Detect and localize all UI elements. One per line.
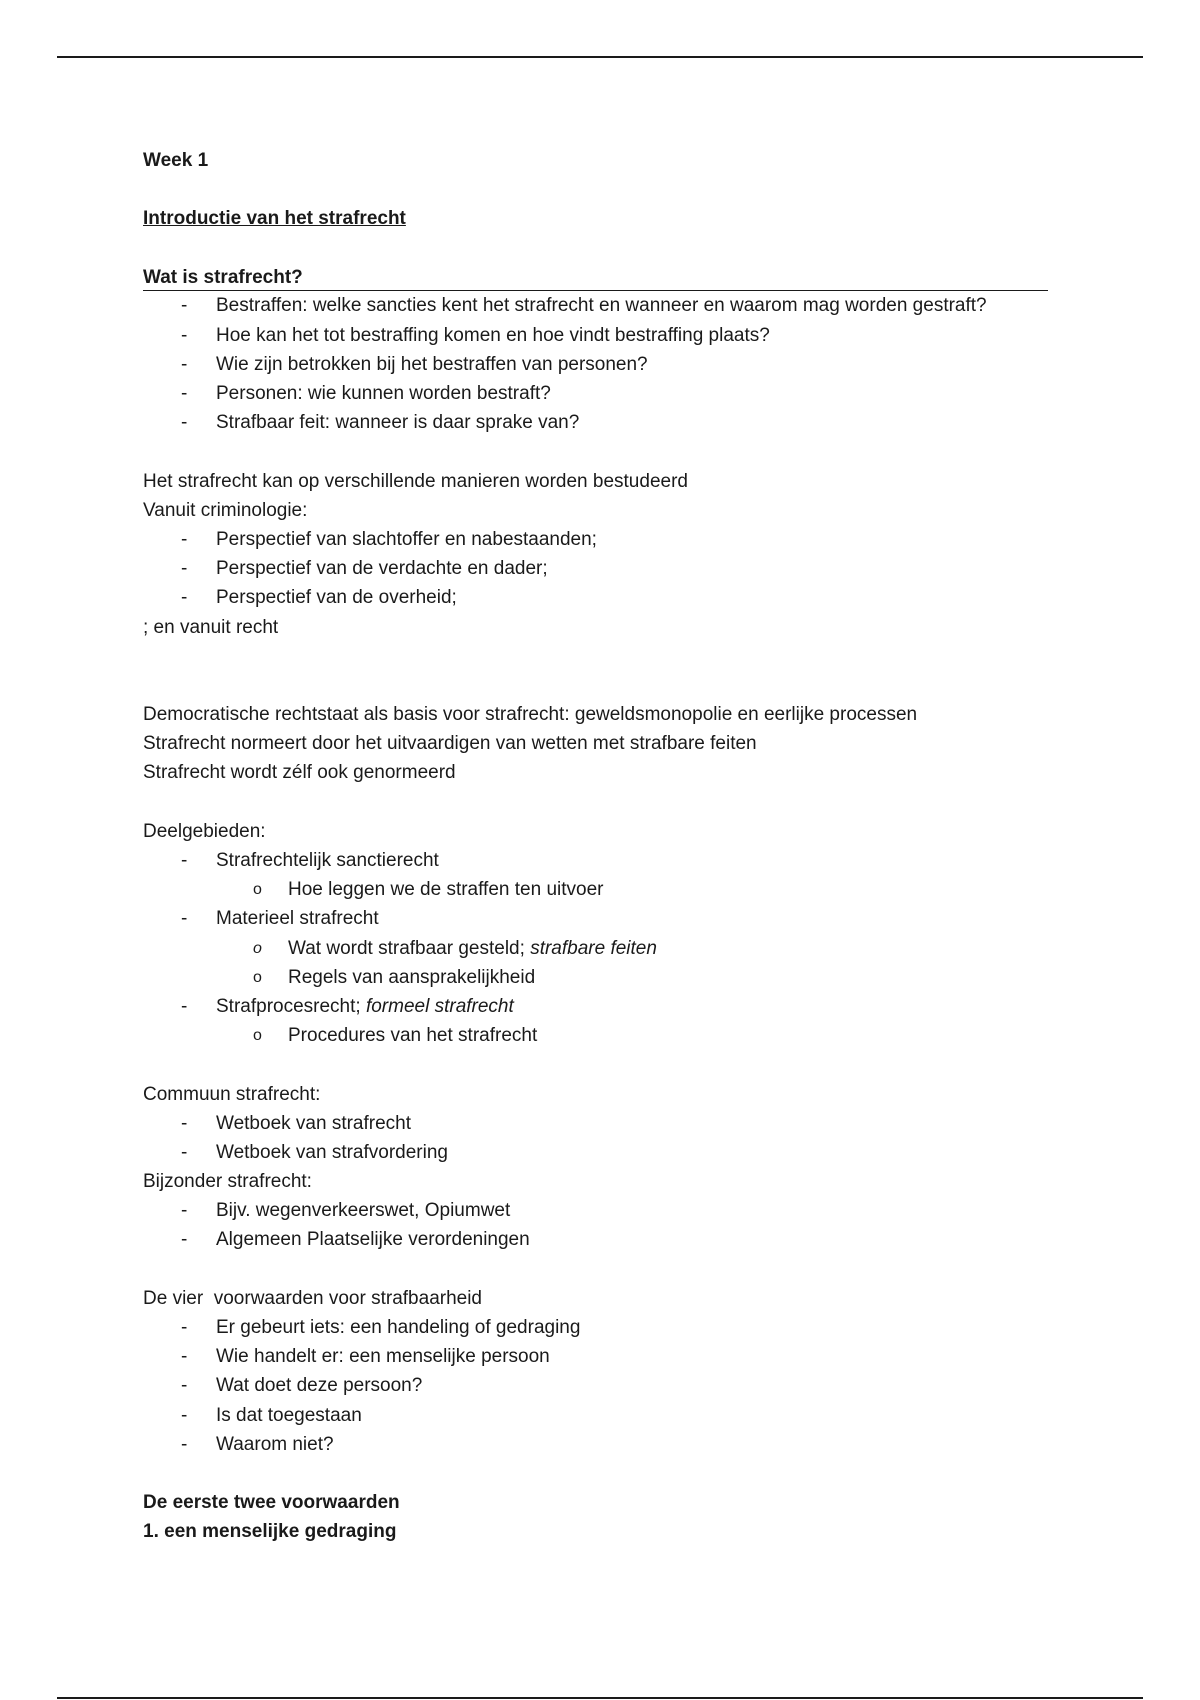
list-item-text: Perspectief van de overheid;: [216, 587, 457, 609]
list-item: [143, 321, 1063, 350]
list-item-text: Wat doet deze persoon?: [216, 1375, 423, 1397]
list-item-text: Wetboek van strafvordering: [216, 1141, 448, 1163]
week-label: Week 1: [143, 150, 209, 171]
circle-bullet-icon: o: [253, 881, 262, 899]
list-item-text: Wat wordt strafbaar gesteld;: [288, 937, 531, 959]
section-heading-commuun: Commuun strafrecht:: [143, 1083, 321, 1105]
dash-bullet-icon: -: [181, 995, 188, 1017]
list-item: [143, 846, 1063, 875]
list-item-emphasis: strafbare feiten: [530, 937, 657, 959]
spacer: [143, 437, 1063, 466]
list-item: [143, 904, 1063, 933]
dash-bullet-icon: -: [181, 1375, 188, 1397]
circle-bullet-icon: o: [253, 968, 262, 986]
paragraph-line: Strafrecht normeert door het uitvaardigen van wetten met strafbare feiten: [143, 733, 757, 755]
list-item-text: Perspectief van de verdachte en dader;: [216, 558, 548, 580]
section4-list: [143, 992, 1063, 1021]
dash-bullet-icon: -: [181, 558, 188, 580]
top-rule: [57, 56, 1143, 58]
list-item: [143, 1371, 1063, 1400]
section6-list: [143, 1313, 1063, 1459]
list-item-text: Wetboek van strafrecht: [216, 1112, 412, 1134]
dash-bullet-icon: -: [181, 908, 188, 930]
list-item: [143, 408, 1063, 437]
bottom-rule: [57, 1697, 1143, 1699]
sub-list-item: [143, 1021, 1063, 1050]
list-item: [143, 379, 1063, 408]
document-body: [143, 146, 1063, 1547]
dash-bullet-icon: -: [181, 353, 188, 375]
spacer: [143, 1459, 1063, 1488]
section5-list2: [143, 1196, 1063, 1254]
circle-bullet-icon: o: [253, 939, 262, 957]
list-item-text: Strafbaar feit: wanneer is daar sprake van?: [216, 412, 580, 434]
section-subheading: 1. een menselijke gedraging: [143, 1521, 397, 1543]
dash-bullet-icon: -: [181, 1229, 188, 1251]
list-item: [143, 1109, 1063, 1138]
list-item: [143, 1401, 1063, 1430]
dash-bullet-icon: -: [181, 1346, 188, 1368]
list-item: [143, 1138, 1063, 1167]
list-item-text: Procedures van het strafrecht: [288, 1025, 538, 1047]
section2-list: [143, 525, 1063, 613]
dash-bullet-icon: -: [181, 528, 188, 550]
sub-list-item: [143, 934, 1063, 963]
list-item: [143, 583, 1063, 612]
spacer: [143, 175, 1063, 204]
list-item-text: Regels van aansprakelijkheid: [288, 966, 536, 988]
list-item-text: Er gebeurt iets: een handeling of gedraging: [216, 1317, 581, 1339]
list-item-emphasis: formeel strafrecht: [365, 995, 514, 1017]
list-item-text: Is dat toegestaan: [216, 1404, 362, 1426]
section4-sublist: [143, 934, 1063, 992]
section4-list: [143, 904, 1063, 933]
list-item-text: Waarom niet?: [216, 1433, 334, 1455]
dash-bullet-icon: -: [181, 412, 188, 434]
list-item-text: Materieel strafrecht: [216, 908, 379, 930]
list-item-text: Perspectief van slachtoffer en nabestaanden;: [216, 528, 597, 550]
dash-bullet-icon: -: [181, 324, 188, 346]
paragraph-line: Strafrecht wordt zélf ook genormeerd: [143, 762, 456, 784]
list-item: [143, 1196, 1063, 1225]
dash-bullet-icon: -: [181, 587, 188, 609]
circle-bullet-icon: o: [253, 1027, 262, 1045]
dash-bullet-icon: -: [181, 1141, 188, 1163]
list-item: [143, 1225, 1063, 1254]
section-heading-eerste-twee: De eerste twee voorwaarden: [143, 1492, 400, 1514]
list-item-text: Wie handelt er: een menselijke persoon: [216, 1346, 550, 1368]
paragraph-subhead: Vanuit criminologie:: [143, 499, 308, 521]
section5-list: [143, 1109, 1063, 1167]
section-heading-voorwaarden: De vier voorwaarden voor strafbaarheid: [143, 1287, 483, 1309]
paragraph-intro: Het strafrecht kan op verschillende manieren worden bestudeerd: [143, 470, 688, 492]
paragraph-closing: ; en vanuit recht: [143, 616, 279, 638]
paragraph-line: Democratische rechtstaat als basis voor strafrecht: geweldsmonopolie en eerlijke processen: [143, 704, 918, 726]
list-item-text: Strafprocesrecht;: [216, 995, 366, 1017]
list-item-text: Hoe kan het tot bestraffing komen en hoe vindt bestraffing plaats?: [216, 324, 770, 346]
list-item-text: Hoe leggen we de straffen ten uitvoer: [288, 879, 604, 901]
dash-bullet-icon: -: [181, 295, 188, 317]
list-item-text: Personen: wie kunnen worden bestraft?: [216, 383, 551, 404]
list-item-text: Strafrechtelijk sanctierecht: [216, 850, 439, 872]
list-item-text: Wie zijn betrokken bij het bestraffen van personen?: [216, 353, 648, 375]
spacer: [143, 642, 1063, 700]
dash-bullet-icon: -: [181, 1112, 188, 1134]
document-title: Introductie van het strafrecht: [143, 208, 406, 230]
list-item: [143, 350, 1063, 379]
sub-list-item: [143, 875, 1063, 904]
dash-bullet-icon: -: [181, 1317, 188, 1339]
list-item: [143, 1342, 1063, 1371]
section4-sublist: [143, 1021, 1063, 1050]
section-heading-wat-is-strafrecht: Wat is strafrecht?: [143, 263, 1048, 292]
section4-list: [143, 846, 1063, 875]
list-item-text: Bijv. wegenverkeerswet, Opiumwet: [216, 1200, 511, 1222]
section-heading-bijzonder: Bijzonder strafrecht:: [143, 1171, 312, 1193]
dash-bullet-icon: -: [181, 850, 188, 872]
dash-bullet-icon: -: [181, 383, 188, 404]
sub-list-item: [143, 963, 1063, 992]
spacer: [143, 788, 1063, 817]
list-item: [143, 1313, 1063, 1342]
list-item: [143, 525, 1063, 554]
dash-bullet-icon: -: [181, 1433, 188, 1455]
dash-bullet-icon: -: [181, 1200, 188, 1222]
spacer: [143, 1255, 1063, 1284]
list-item: [143, 291, 1063, 320]
spacer: [143, 234, 1063, 263]
list-item-text: Bestraffen: welke sancties kent het strafrecht en wanneer en waarom mag worden gestraft?: [216, 295, 987, 317]
section-heading-deelgebieden: Deelgebieden:: [143, 820, 266, 842]
section4-sublist: [143, 875, 1063, 904]
list-item: [143, 992, 1063, 1021]
list-item: [143, 554, 1063, 583]
list-item: [143, 1430, 1063, 1459]
dash-bullet-icon: -: [181, 1404, 188, 1426]
section1-list: [143, 291, 1063, 437]
spacer: [143, 1050, 1063, 1079]
list-item-text: Algemeen Plaatselijke verordeningen: [216, 1229, 530, 1251]
